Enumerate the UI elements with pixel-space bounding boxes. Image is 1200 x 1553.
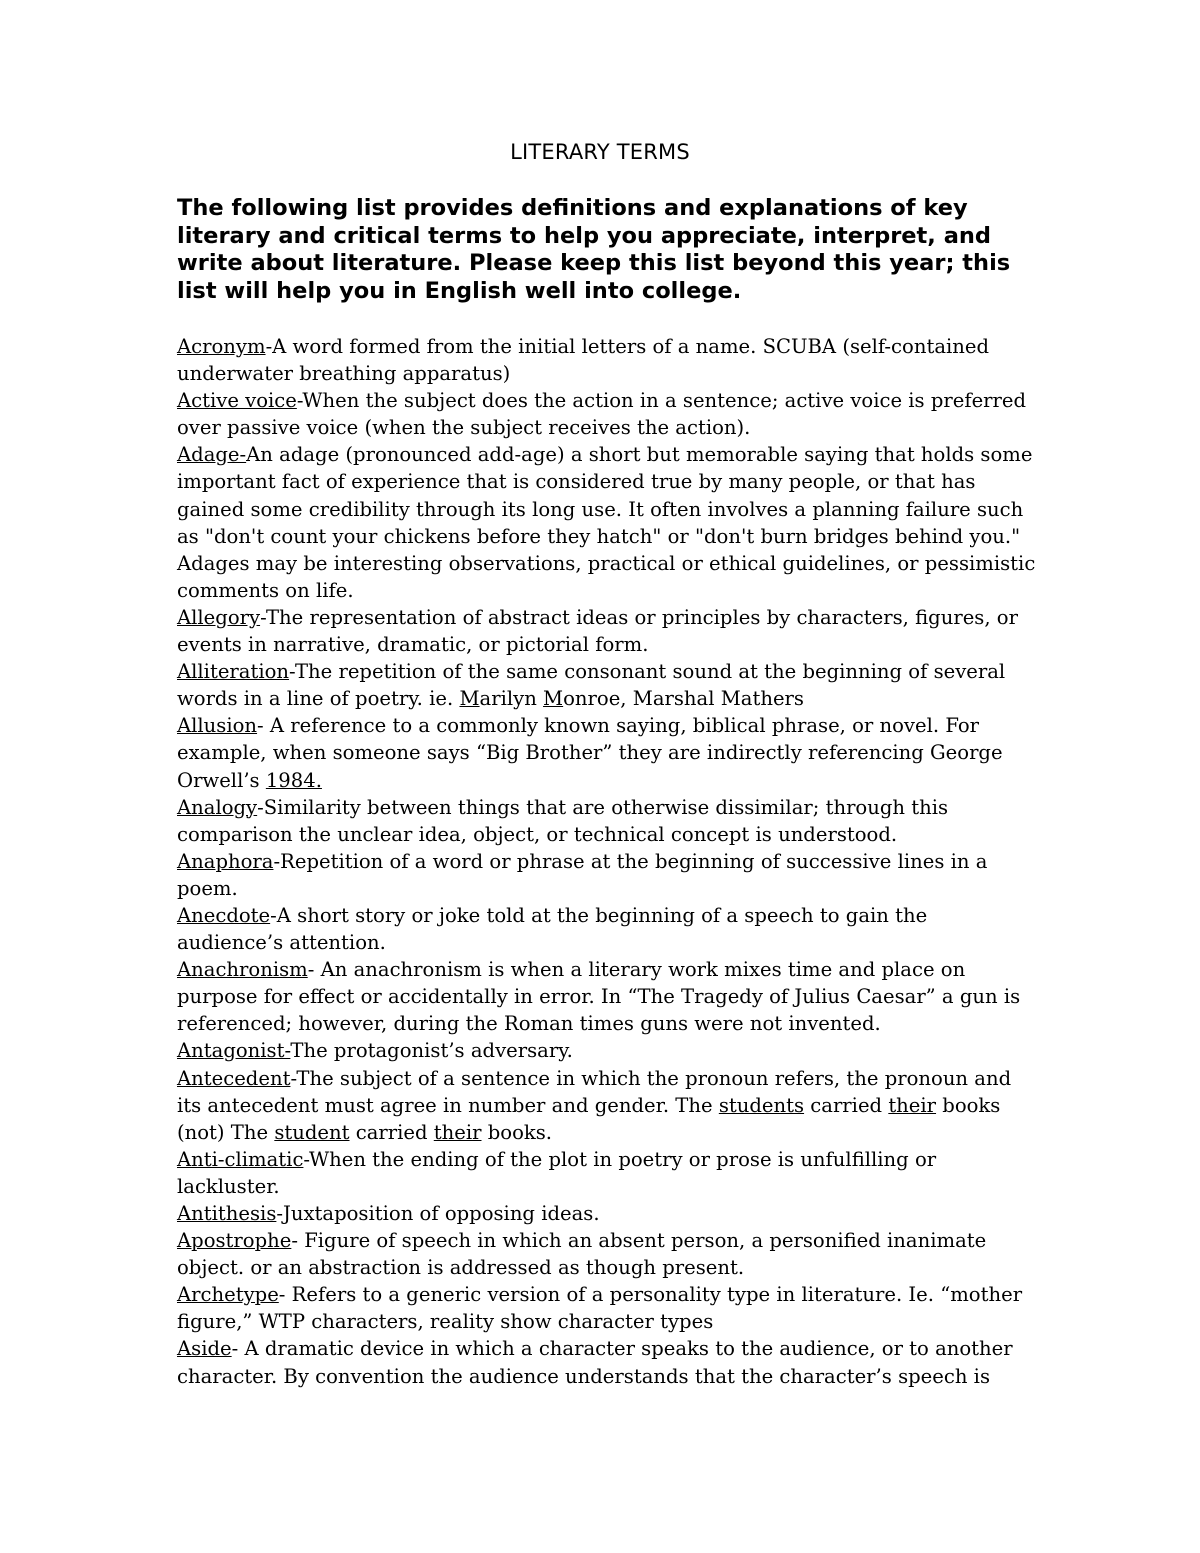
term-definition: - A dramatic device in which a character speaks to the audience, or to another character. By convention the audience understands that the character’s speech is (177, 1337, 1013, 1388)
term-definition: - A reference to a commonly known saying, biblical phrase, or novel. For example, when someone says “Big Brother” they are indirectly referencing George Orwell’s (177, 714, 1003, 792)
term-definition: -The representation of abstract ideas or principles by characters, figures, or events in narrative, dramatic, or pictorial form. (177, 605, 1018, 657)
example-text: books (not) The (177, 1093, 1001, 1144)
example-text: books. (481, 1120, 553, 1144)
example-underlined: student (274, 1120, 350, 1144)
term-name: Archetype (177, 1283, 279, 1307)
term-name: Acronym (177, 335, 266, 358)
term-definition: The protagonist’s adversary. (290, 1039, 573, 1063)
term-definition: -Repetition of a word or phrase at the beginning of successive lines in a poem. (177, 849, 988, 900)
term-definition: -The subject of a sentence in which the pronoun refers, the pronoun and its antecedent must agree in number and gender. The (177, 1066, 1012, 1117)
example-underlined: students (718, 1093, 805, 1117)
term-name: Analogy (177, 795, 258, 819)
term-definition: - Refers to a generic version of a personality type in literature. Ie. “mother figure,” WTP characters, reality show character types (177, 1283, 1023, 1334)
book-title: 1984. (265, 768, 322, 792)
term-name: Active voice (177, 389, 297, 413)
term-entry (177, 1065, 1037, 1146)
page-title: LITERARY TERMS (510, 140, 690, 164)
term-entry (177, 441, 1037, 604)
term-entry (177, 658, 1037, 712)
term-definition: -When the subject does the action in a sentence; active voice is preferred over passive voice (when the subject receives the action). (177, 389, 1027, 440)
term-entry (177, 848, 1037, 902)
term-definition: - An anachronism is when a literary work mixes time and place on purpose for effect or accidentally in error. In “The Tragedy of Julius Caesar” a gun is referenced; however, during the Roman times guns were not invented. (177, 958, 1021, 1036)
term-name: Antecedent (177, 1066, 291, 1090)
term-name: Anti-climatic (177, 1147, 304, 1171)
terms-list (177, 333, 1037, 1390)
term-definition: An adage (pronounced add-age) a short but memorable saying that holds some important fact of experience that is considered true by many people, or that has gained some credibility through its long use. It often involves a planning failure such as "don't count your chickens before they hatch" or "don't burn bridges behind you." Adages may be interesting observations, practical or ethical guidelines, or pessimistic comments on life. (177, 443, 1036, 602)
term-entry (177, 956, 1037, 1037)
term-definition: -A short story or joke told at the beginning of a speech to gain the audience’s attention. (177, 903, 928, 955)
term-entry (177, 1335, 1037, 1389)
term-name: Alliteration (177, 660, 290, 684)
term-name: Anecdote (177, 903, 271, 927)
example-text: onroe, Marshal Mathers (563, 687, 804, 711)
term-name: Antithesis (177, 1202, 277, 1225)
term-entry (177, 1146, 1037, 1200)
term-entry (177, 1200, 1037, 1227)
term-entry (177, 794, 1037, 848)
term-name: Apostrophe (177, 1229, 292, 1253)
term-entry (177, 604, 1037, 658)
example-text: carried (804, 1093, 889, 1117)
term-name: Allegory (177, 605, 261, 629)
example-underlined: M (459, 687, 480, 711)
term-definition: -Similarity between things that are otherwise dissimilar; through this comparison the unclear idea, object, or technical concept is understood. (177, 795, 949, 846)
term-name: Allusion (177, 714, 258, 738)
term-entry (177, 712, 1037, 793)
term-definition: -A word formed from the initial letters of a name. SCUBA (self-contained underwater breathing apparatus) (177, 335, 990, 386)
term-entry (177, 387, 1037, 441)
term-entry (177, 902, 1037, 956)
example-underlined: M (543, 687, 564, 711)
term-entry (177, 1037, 1037, 1064)
term-entry (177, 333, 1037, 387)
term-name: Antagonist- (177, 1039, 291, 1063)
term-definition: -When the ending of the plot in poetry or prose is unfulfilling or lackluster. (177, 1147, 937, 1198)
intro-paragraph: The following list provides definitions and explanations of key literary and critical terms to help you appreciate, interpret, and write about literature. Please keep this list beyond this year; this list will help you in English well into college. (177, 195, 1011, 304)
term-definition: -The repetition of the same consonant sound at the beginning of several words in a line of poetry. ie. (177, 660, 1006, 711)
term-name: Aside (177, 1337, 232, 1361)
term-entry (177, 1281, 1037, 1335)
example-text: arilyn (479, 687, 544, 711)
example-text: carried (349, 1120, 434, 1144)
term-definition: - Figure of speech in which an absent person, a personified inanimate object. or an abstraction is addressed as though present. (177, 1229, 987, 1280)
example-underlined: their (888, 1093, 937, 1117)
term-entry (177, 1227, 1037, 1281)
term-name: Adage- (177, 443, 247, 467)
term-name: Anachronism (177, 958, 308, 982)
term-name: Anaphora (177, 849, 274, 873)
term-definition: -Juxtaposition of opposing ideas. (276, 1202, 600, 1225)
example-underlined: their (433, 1120, 482, 1144)
